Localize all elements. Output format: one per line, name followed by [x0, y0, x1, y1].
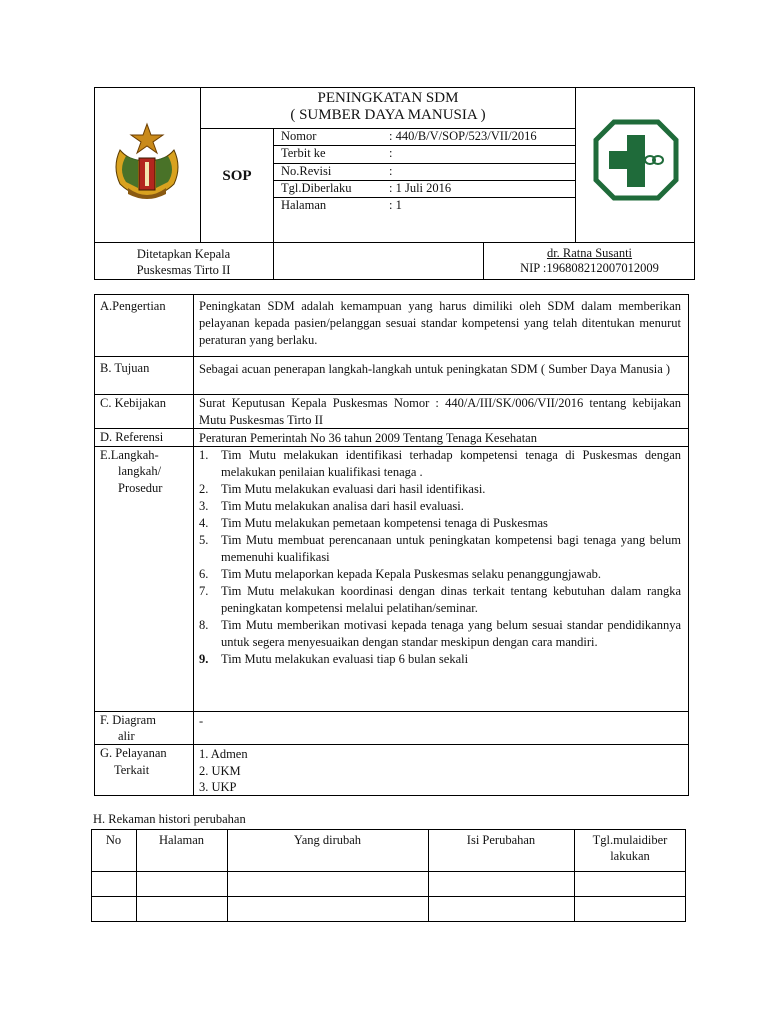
section-label-pelayanan-1: G. Pelayanan: [100, 746, 167, 760]
history-divider: [91, 896, 686, 897]
procedure-step: [199, 447, 681, 481]
step-text: Tim Mutu melakukan analisa dari hasil evaluasi.: [221, 499, 464, 513]
meta-value-revisi: :: [389, 164, 393, 178]
meta-value-halaman: : 1: [389, 198, 402, 212]
step-text: Tim Mutu melakukan koordinasi dengan dinas terkait tentang kebutuhan dalam rangka peningkatan kompetensi melalui pelatihan/seminar.: [221, 584, 681, 615]
procedure-step: [199, 532, 681, 566]
procedure-step: [199, 583, 681, 617]
related-service-item: 2. UKM: [199, 763, 241, 778]
procedure-step: [199, 498, 681, 515]
procedure-step: [199, 515, 681, 532]
signer-name: dr. Ratna Susanti: [546, 246, 633, 260]
step-number: 2.: [199, 482, 209, 496]
step-text: Tim Mutu melaporkan kepada Kepala Puskesmas selaku penanggungjawab.: [221, 567, 602, 581]
section-text-tujuan: Sebagai acuan penerapan langkah-langkah untuk peningkatan SDM ( Sumber Daya Manusia ): [199, 362, 671, 376]
meta-value-terbit: :: [389, 146, 393, 160]
meta-label-nomor: Nomor: [281, 129, 317, 143]
step-number: 5.: [199, 533, 209, 547]
step-text: Tim Mutu memberikan motivasi kepada tenaga yang belum sesuai standar pendidikannya untuk segera menyesuaikan dengan standar meskipun dengan cara mandiri.: [221, 618, 681, 649]
procedure-step: [199, 481, 681, 498]
step-number: 7.: [199, 584, 209, 598]
procedure-step: [199, 651, 681, 668]
approval-line-1: Ditetapkan Kepala: [136, 247, 231, 261]
step-text: Tim Mutu membuat perencanaan untuk peningkatan kompetensi bagi tenaga yang belum memenuhi kualifikasi: [221, 533, 681, 564]
section-label-pelayanan-2: Terkait: [114, 763, 150, 777]
history-title: H. Rekaman histori perubahan: [93, 812, 246, 826]
header-divider: [94, 242, 695, 243]
content-divider: [94, 711, 689, 712]
history-col-halaman: Halaman: [158, 833, 205, 847]
related-services-list: [199, 746, 681, 796]
meta-label-halaman: Halaman: [281, 198, 327, 212]
section-text-diagram: -: [199, 714, 204, 728]
history-col-tgl-line2: lakukan: [610, 849, 650, 863]
puskesmas-logo-icon: [593, 119, 679, 201]
history-col-isi-perubahan: Isi Perubahan: [466, 833, 536, 847]
meta-label-revisi: No.Revisi: [281, 164, 332, 178]
step-text: Tim Mutu melakukan pemetaan kompetensi tenaga di Puskesmas: [221, 516, 548, 530]
approval-line-2: Puskesmas Tirto II: [136, 263, 231, 277]
section-text-referensi: Peraturan Pemerintah No 36 tahun 2009 Tentang Tenaga Kesehatan: [199, 431, 537, 445]
meta-label-terbit: Terbit ke: [281, 146, 326, 160]
step-number: 1.: [199, 448, 209, 462]
section-label-pengertian: A.Pengertian: [100, 299, 166, 313]
procedure-steps: [199, 447, 681, 668]
section-label-langkah-1: E.Langkah-: [100, 448, 159, 462]
header-divider: [273, 128, 274, 280]
meta-value-nomor: : 440/B/V/SOP/523/VII/2016: [389, 129, 537, 143]
step-number: 9.: [199, 652, 209, 666]
section-label-referensi: D. Referensi: [100, 430, 164, 444]
step-text: Tim Mutu melakukan identifikasi terhadap kompetensi tenaga di Puskesmas dengan melakukan penilaian kualifikasi tenaga .: [221, 448, 681, 479]
related-service-item: 1. Admen: [199, 747, 248, 761]
step-number: 8.: [199, 618, 209, 632]
document-title: PENINGKATAN SDM: [317, 90, 459, 106]
document-subtitle: ( SUMBER DAYA MANUSIA ): [290, 107, 486, 123]
meta-label-tgl: Tgl.Diberlaku: [281, 181, 352, 195]
history-divider: [91, 871, 686, 872]
meta-value-tgl: : 1 Juli 2016: [389, 181, 452, 195]
step-number: 6.: [199, 567, 209, 581]
content-divider: [94, 744, 689, 745]
step-text: Tim Mutu melakukan evaluasi tiap 6 bulan sekali: [221, 652, 469, 666]
step-number: 3.: [199, 499, 209, 513]
section-text-kebijakan: Surat Keputusan Kepala Puskesmas Nomor : 440/A/III/SK/006/VII/2016 tentang kebijakan Mutu Puskesmas Tirto II: [199, 396, 681, 427]
section-label-diagram-1: F. Diagram: [100, 713, 156, 727]
step-text: Tim Mutu melakukan evaluasi dari hasil identifikasi.: [221, 482, 486, 496]
section-label-diagram-2: alir: [118, 729, 135, 743]
content-divider: [193, 294, 194, 796]
history-col-yang-dirubah: Yang dirubah: [293, 833, 362, 847]
procedure-list: [199, 447, 681, 668]
sop-label: SOP: [222, 168, 252, 184]
procedure-step: [199, 617, 681, 651]
regency-coat-of-arms-icon: [108, 122, 186, 202]
section-label-tujuan: B. Tujuan: [100, 361, 150, 375]
section-label-langkah-2: langkah/: [118, 464, 162, 478]
section-label-langkah-3: Prosedur: [118, 481, 163, 495]
content-divider: [94, 356, 689, 357]
history-col-tgl-line1: Tgl.mulaidiber: [592, 833, 668, 847]
step-number: 4.: [199, 516, 209, 530]
section-label-kebijakan: C. Kebijakan: [100, 396, 166, 410]
related-service-item: 3. UKP: [199, 780, 237, 794]
history-col-no: No: [105, 833, 122, 847]
signer-nip: NIP :196808212007012009: [520, 261, 659, 275]
section-text-pengertian: Peningkatan SDM adalah kemampuan yang harus dimiliki oleh SDM dalam memberikan pelayanan kepada pasien/pelanggan sesuai standar kompetensi yang telah ditentukan menurut peraturan yang berlaku.: [199, 299, 681, 347]
procedure-step: [199, 566, 681, 583]
